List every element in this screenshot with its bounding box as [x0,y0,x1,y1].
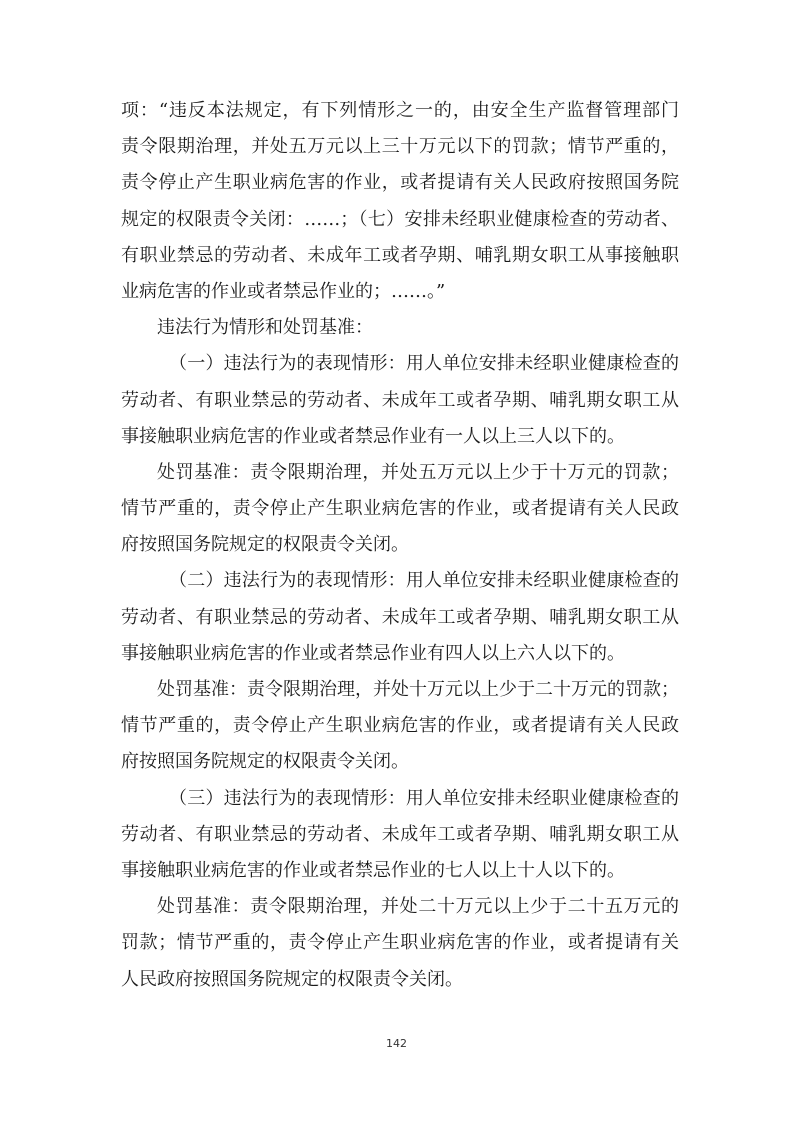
text-line: 事接触职业病危害的作业或者禁忌作业的七人以上十人以下的。 [121,859,625,881]
text-line: 处罚基准：责令限期治理，并处二十万元以上少于二十五万元的 [157,896,679,918]
text-line: 劳动者、有职业禁忌的劳动者、未成年工或者孕期、哺乳期女职工从 [121,389,679,411]
text-line: 规定的权限责令关闭：……；（七）安排未经职业健康检查的劳动者、 [121,208,679,230]
text-line: 劳动者、有职业禁忌的劳动者、未成年工或者孕期、哺乳期女职工从 [121,823,679,845]
text-line: 府按照国务院规定的权限责令关闭。 [121,751,409,773]
text-line: 责令停止产生职业病危害的作业，或者提请有关人民政府按照国务院 [121,172,679,194]
text-line: （三）违法行为的表现情形：用人单位安排未经职业健康检查的 [169,787,679,809]
section-heading: 违法行为情形和处罚基准： [157,317,373,339]
text-line: 情节严重的，责令停止产生职业病危害的作业，或者提请有关人民政 [121,498,679,520]
page-number: 142 [386,1037,407,1050]
text-line: 事接触职业病危害的作业或者禁忌作业有四人以上六人以下的。 [121,642,625,664]
text-line: 有职业禁忌的劳动者、未成年工或者孕期、哺乳期女职工从事接触职 [121,244,679,266]
text-line: 劳动者、有职业禁忌的劳动者、未成年工或者孕期、哺乳期女职工从 [121,606,679,628]
text-line: 项：“违反本法规定，有下列情形之一的，由安全生产监督管理部门 [121,100,679,121]
text-line: 府按照国务院规定的权限责令关闭。 [121,534,409,556]
text-line: 责令限期治理，并处五万元以上三十万元以下的罚款；情节严重的， [121,136,679,158]
text-line: 情节严重的，责令停止产生职业病危害的作业，或者提请有关人民政 [121,715,679,737]
text-line: 处罚基准：责令限期治理，并处五万元以上少于十万元的罚款； [157,461,679,483]
document-body [121,93,679,998]
text-line: 事接触职业病危害的作业或者禁忌作业有一人以上三人以下的。 [121,425,625,447]
text-line: （一）违法行为的表现情形：用人单位安排未经职业健康检查的 [169,353,679,375]
text-line: 罚款；情节严重的，责令停止产生职业病危害的作业，或者提请有关 [121,932,679,954]
text-line: 业病危害的作业或者禁忌作业的；……。” [121,280,446,302]
text-line: 处罚基准：责令限期治理，并处十万元以上少于二十万元的罚款； [157,679,679,700]
text-line: 人民政府按照国务院规定的权限责令关闭。 [121,968,463,990]
text-line: （二）违法行为的表现情形：用人单位安排未经职业健康检查的 [169,570,679,592]
